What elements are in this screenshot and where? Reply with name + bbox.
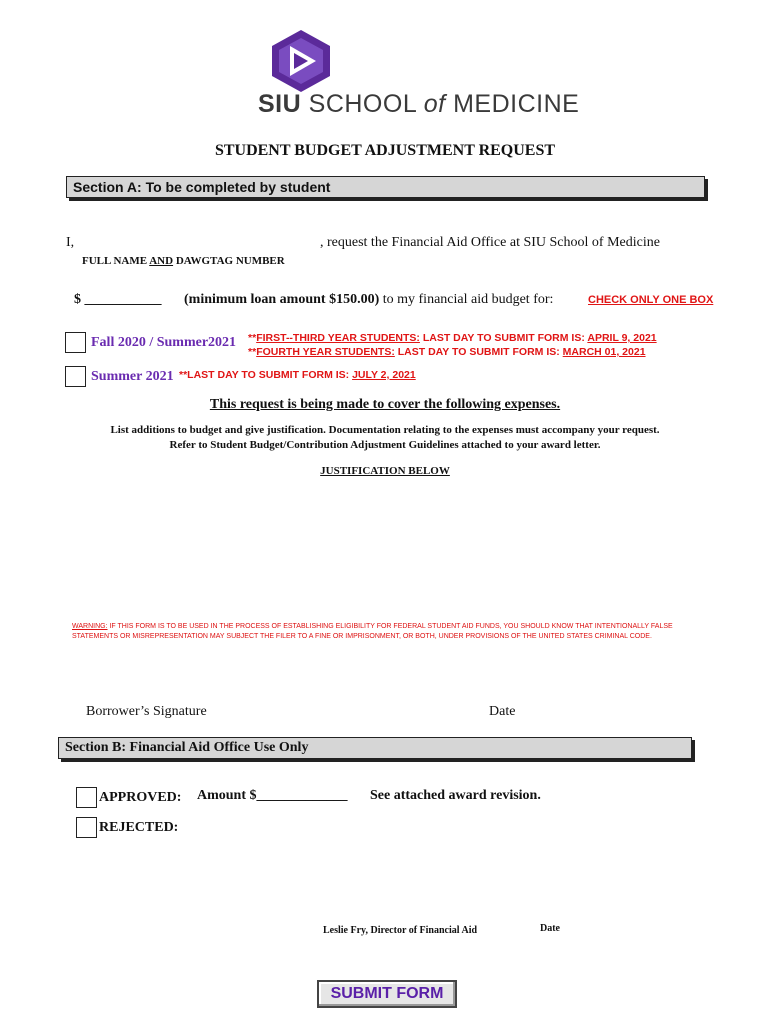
name-label-and: AND [149,255,174,267]
see-attached-text: See attached award revision. [370,788,541,803]
logo-word-siu: SIU [258,90,302,118]
siu-logo-icon [272,30,330,92]
page-title: STUDENT BUDGET ADJUSTMENT REQUEST [214,142,556,159]
summer-2021-checkbox[interactable] [65,366,86,387]
justification-field[interactable] [70,485,700,615]
justification-heading: JUSTIFICATION BELOW [320,465,450,477]
budget-for-text: to my financial aid budget for: [379,292,554,307]
summer-2021-deadline [179,369,416,381]
note-fourth-year: FOURTH YEAR STUDENTS: [256,346,395,358]
amount-field[interactable]: $ ___________ [74,292,162,307]
warning-label: WARNING: [72,623,108,630]
signature-date-label: Date [489,704,516,719]
note-date-july: JULY 2, 2021 [352,369,416,381]
minimum-loan-text: (minimum loan amount $150.00) [184,292,380,307]
approved-label: APPROVED: [99,790,182,805]
request-text: , request the Financial Aid Office at SIU School of Medicine [320,235,660,250]
section-a-header: Section A: To be completed by student [66,176,705,198]
note-date-march: MARCH 01, 2021 [562,346,646,358]
rejected-label: REJECTED: [99,820,179,835]
director-label: Leslie Fry, Director of Financial Aid [323,925,478,936]
submit-form-button[interactable]: SUBMIT FORM [317,980,457,1008]
logo-word-school: SCHOOL [308,90,417,118]
section-b-header: Section B: Financial Aid Office Use Only [58,737,692,759]
borrower-signature-label: Borrower’s Signature [86,704,207,719]
check-only-one-notice: CHECK ONLY ONE BOX [588,294,714,306]
director-date-label: Date [540,923,560,934]
fourth-year-deadline [248,346,646,358]
summer-2021-label: Summer 2021 [91,369,174,384]
instructions-line-1: List additions to budget and give justification. Documentation relating to the expenses must accompany your request. [110,424,660,436]
warning-notice [72,622,712,642]
logo-word-of: of [423,90,446,118]
approved-amount-field[interactable]: Amount $_____________ [197,788,348,803]
name-label-part1: FULL NAME [82,255,150,267]
cover-expenses-heading: This request is being made to cover the following expenses. [209,397,561,412]
i-label: I, [66,235,75,250]
note-prefix: ** [248,332,257,344]
note-last-day: LAST DAY TO SUBMIT FORM IS: [394,346,563,358]
note-prefix: ** [248,346,257,358]
fall-summer-label: Fall 2020 / Summer2021 [91,335,237,350]
fall-summer-checkbox[interactable] [65,332,86,353]
amount-text-line [184,292,553,308]
note-last-day: LAST DAY TO SUBMIT FORM IS: [419,332,588,344]
instructions-line-2: Refer to Student Budget/Contribution Adjustment Guidelines attached to your award letter. [169,439,601,451]
approved-checkbox[interactable] [76,787,97,808]
full-name-label [82,255,285,267]
logo-word-medicine: MEDICINE [453,90,580,118]
warning-text: IF THIS FORM IS TO BE USED IN THE PROCESS OF ESTABLISHING ELIGIBILITY FOR FEDERAL STUDENT AID FUNDS, YOU SHOULD KNOW THAT INTENTIONALLY FALSE STATEMENTS OR MISREPRESENTATION MAY SUBJECT THE FILER TO A FINE OR IMPRISONMENT, OR BOTH, UNDER PROVISIONS OF THE UNITED STATES CRIMINAL CODE. [72,623,673,640]
siu-logo-wordmark [258,90,579,119]
name-label-part2: DAWGTAG NUMBER [173,255,285,267]
full-name-field[interactable] [78,232,318,250]
note-last-day: **LAST DAY TO SUBMIT FORM IS: [179,369,353,381]
rejected-checkbox[interactable] [76,817,97,838]
note-date-april: APRIL 9, 2021 [587,332,657,344]
note-first-third-year: FIRST--THIRD YEAR STUDENTS: [256,332,420,344]
first-third-year-deadline [248,332,657,344]
